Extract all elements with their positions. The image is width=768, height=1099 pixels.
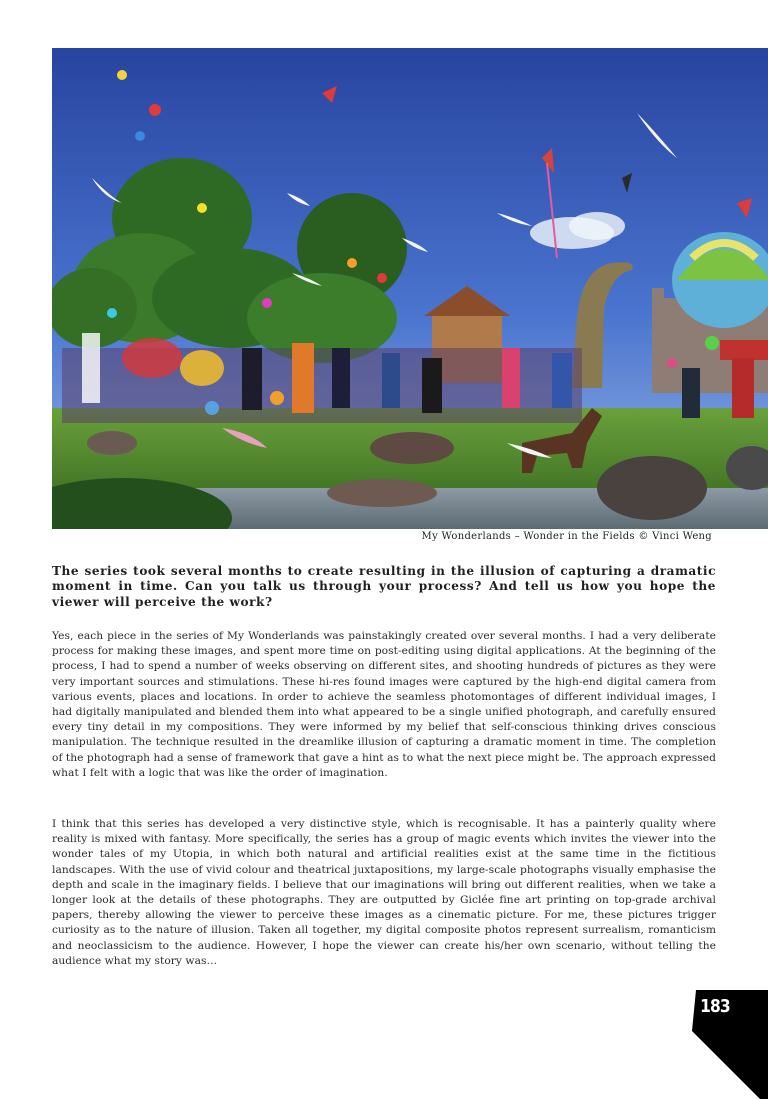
answer-paragraph: I think that this series has developed a very distinctive style, which is recognisable. It has a painterly quality where reality is mixed with fantasy. More specifically, the series has a group of magic events which invites the viewer into the wonder tales of my Utopia, in which both natural and artificial realities exist at the same time in the fictitious landscapes. With the use of vivid colour and theatrical juxtapositions, my large-scale photographs visually emphasise the depth and scale in the imaginary fields. I believe that our imaginations will bring out different realities, when we take a longer look at the details of these photographs. They are outputted by Giclée fine art printing on top-grade archival papers, thereby allowing the viewer to perceive these images as a cinematic picture. For me, these pictures trigger curiosity as to the nature of illusion. Taken all together, my digital composite photos represent surrealism, romanticism and neoclassicism to the audience. However, I hope the viewer can create his/her own scenario, without telling the audience what my story was…: [52, 817, 716, 967]
answer-paragraph: Yes, each piece in the series of My Wonderlands was painstakingly created over several months. I had a very deliberate process for making these images, and spent more time on post-editing using digital applications. At the beginning of the process, I had to spend a number of weeks observing on different sites, and shooting hundreds of pictures as they were very important sources and stimulations. These hi-res found images were captured by the high-end digital camera from various events, places and locations. In order to achieve the seamless photomontages of different individual images, I had digitally manipulated and blended them into what appeared to be a single unified photograph, and carefully ensured every tiny detail in my compositions. They were informed by my belief that self-conscious thinking drives conscious manipulation. The technique resulted in the dreamlike illusion of capturing a dramatic moment in time. The completion of the photograph had a sense of framework that gave a hint as to what the next piece might be. The approach expressed what I felt with a logic that was like the order of imagination.: [52, 629, 716, 779]
photo-caption: My Wonderlands – Wonder in the Fields © Vinci Weng: [421, 531, 712, 542]
interview-question: The series took several months to create resulting in the illusion of capturing a dramatic moment in time. Can you talk us through your process? And tell us how you hope the viewer will perceive the work?: [52, 564, 716, 609]
artwork-illustration: [52, 48, 768, 529]
artwork-photo: [52, 48, 768, 529]
page-number: 183: [700, 996, 730, 1017]
